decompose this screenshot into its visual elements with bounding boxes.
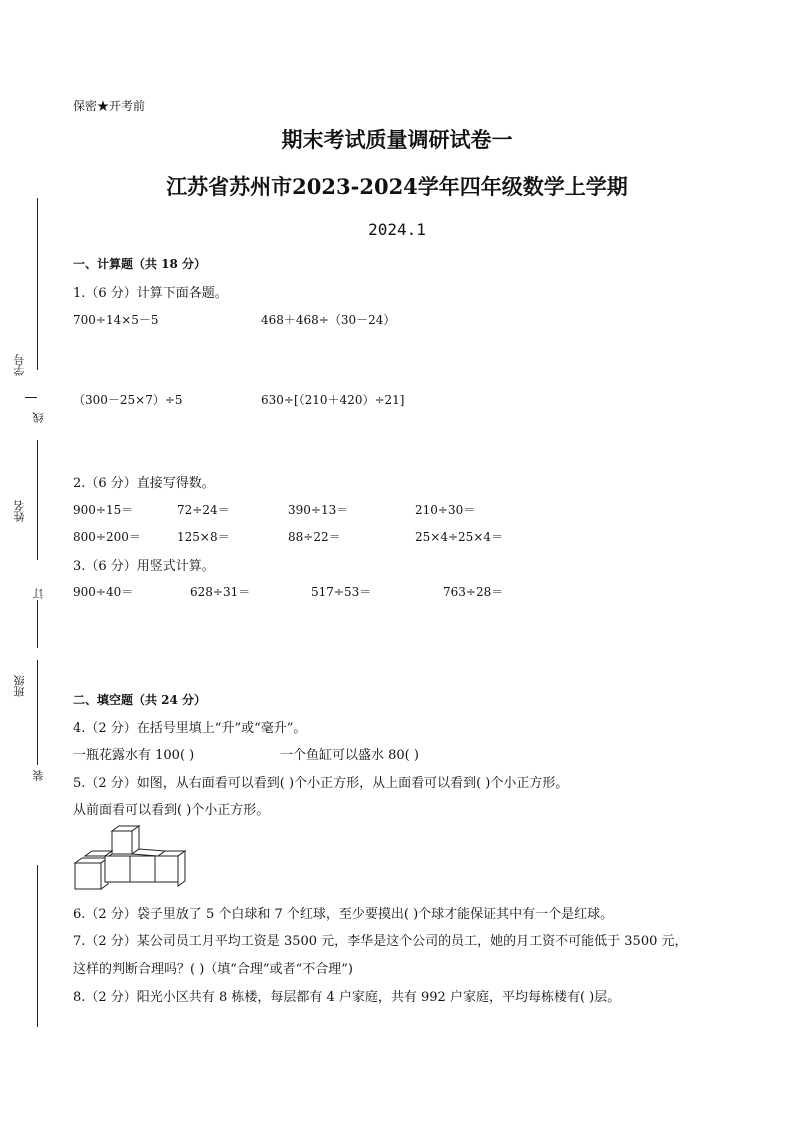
q3-item-2: 628÷31＝	[190, 585, 251, 599]
cube-figure	[72, 825, 187, 893]
q2-r2-2: 125×8＝	[177, 530, 230, 544]
q3-item-1: 900÷40＝	[73, 585, 134, 599]
exam-subtitle: 江苏省苏州市2023-2024学年四年级数学上学期	[166, 174, 628, 199]
q6-text: 6.（2 分）袋子里放了 5 个白球和 7 个红球，至少要摸出( )个球才能保证其中有一个是红球。	[73, 907, 614, 922]
q5-line2: 从前面看可以看到( )个小正方形。	[73, 803, 270, 818]
q1-item-1: 700÷14×5－5	[73, 313, 159, 327]
margin-staple: 订	[32, 588, 45, 599]
section2-heading: 二、填空题（共 24 分）	[73, 693, 207, 707]
margin-class: 班级	[13, 675, 26, 697]
confidential-label: 保密★开考前	[73, 99, 146, 113]
margin-student-id: 学号	[13, 354, 26, 376]
q1-item-3: （300－25×7）÷5	[73, 393, 183, 407]
section1-heading: 一、计算题（共 18 分）	[73, 257, 207, 271]
exam-title: 期末考试质量调研试卷一	[281, 127, 513, 152]
q1-item-2: 468＋468÷（30－24）	[261, 313, 396, 327]
q2-r2-4: 25×4÷25×4＝	[415, 530, 503, 544]
q3-stem: 3.（6 分）用竖式计算。	[73, 559, 215, 574]
q2-r1-3: 390÷13＝	[288, 503, 349, 517]
q2-r2-1: 800÷200＝	[73, 530, 141, 544]
q2-r1-1: 900÷15＝	[73, 503, 134, 517]
q4-blank-a: 一瓶花露水有 100( )	[73, 748, 195, 763]
q2-r1-2: 72÷24＝	[177, 503, 230, 517]
q1-item-4: 630÷[（210＋420）÷21]	[261, 393, 405, 407]
q1-stem: 1.（6 分）计算下面各题。	[73, 286, 228, 301]
q7-line2: 这样的判断合理吗？( )（填“合理”或者“不合理”)	[73, 962, 353, 977]
exam-date: 2024.1	[368, 220, 426, 239]
q5-line1: 5.（2 分）如图，从右面看可以看到( )个小正方形，从上面看可以看到( )个小正方形。	[73, 776, 569, 791]
margin-name: 姓名	[13, 500, 26, 522]
q3-item-3: 517÷53＝	[311, 585, 372, 599]
q2-r2-3: 88÷22＝	[288, 530, 341, 544]
margin-seal: 装	[32, 770, 45, 781]
q4-blank-b: 一个鱼缸可以盛水 80( )	[280, 748, 419, 763]
q4-stem: 4.（2 分）在括号里填上“升”或“毫升”。	[73, 721, 307, 736]
q2-r1-4: 210÷30＝	[415, 503, 476, 517]
margin-line: 线	[32, 412, 45, 423]
q7-line1: 7.（2 分）某公司员工月平均工资是 3500 元，李华是这个公司的员工，她的月工资不可能低于 3500 元，	[73, 934, 688, 949]
q2-stem: 2.（6 分）直接写得数。	[73, 476, 215, 491]
q3-item-4: 763÷28＝	[443, 585, 504, 599]
q8-text: 8.（2 分）阳光小区共有 8 栋楼，每层都有 4 户家庭，共有 992 户家庭，平均每栋楼有( )层。	[73, 990, 621, 1005]
